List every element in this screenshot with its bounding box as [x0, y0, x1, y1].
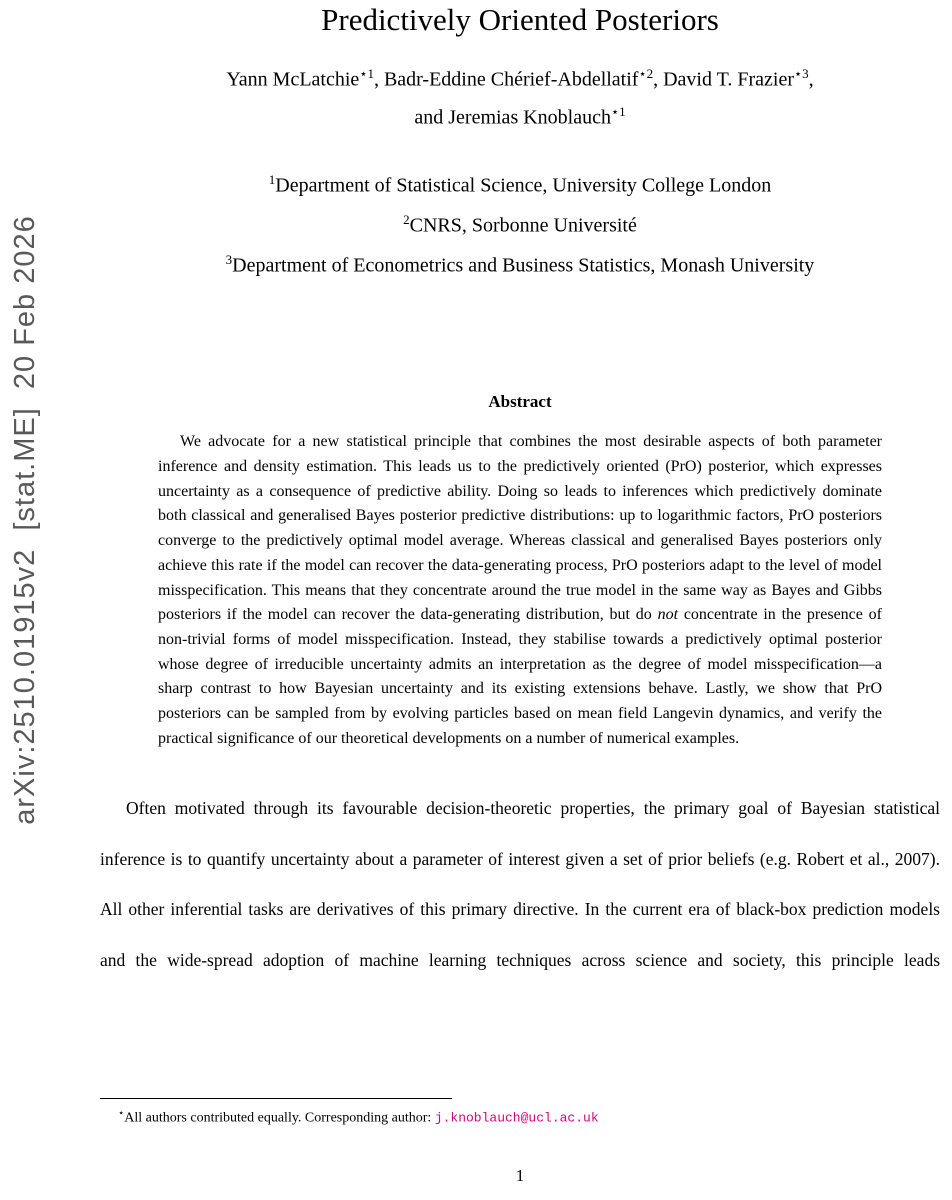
affiliation-text: Department of Econometrics and Business Statistics, Monash University	[232, 254, 815, 277]
author-conjunction: and	[414, 106, 449, 129]
abstract-italic-word: not	[657, 606, 679, 624]
author-name: Badr-Eddine Chérief-Abdellatif	[383, 68, 639, 91]
author-name: David T. Frazier	[663, 68, 794, 91]
author-separator: ,	[653, 68, 664, 91]
abstract-part1: We advocate for a new statistical principle that combines the most desirable aspects of both parameter inference and density estimation. This leads us to the predictively oriented (PrO) posterior, which expresses uncertainty as a consequence of predictive ability. Doing so leads to inferences which predictively dominate both classical and generalised Bayes posterior predictive distributions: up to logarithmic factors, PrO posteriors converge to the predictively optimal model average. Whereas classical and generalised Bayes posteriors only achieve this rate if the model can recover the data-generating process, PrO posteriors adapt to the level of model misspecification. This means that they concentrate around the true model in the same way as Bayes and Gibbs posteriors if the model can recover the data-generating distribution, but do	[158, 433, 882, 624]
footnote-text	[100, 1104, 940, 1129]
abstract-text	[158, 430, 882, 751]
page-content	[100, 0, 940, 985]
page-title: Predictively Oriented Posteriors	[321, 2, 719, 37]
affiliation-text: Department of Statistical Science, University College London	[275, 174, 772, 197]
affiliation-text: CNRS, Sorbonne Université	[409, 214, 637, 237]
affiliation-superscript: 1	[268, 172, 276, 188]
author-superscript: ⋆1	[359, 66, 374, 81]
affiliation-line	[100, 243, 940, 283]
affiliation-superscript: 3	[225, 251, 233, 267]
author-superscript: ⋆1	[610, 103, 626, 119]
footnote-star: ⋆	[118, 1108, 125, 1119]
author-list	[100, 58, 940, 133]
author-name: Yann McLatchie	[226, 68, 360, 91]
author-name: Jeremias Knoblauch	[448, 106, 611, 129]
email-link[interactable]: j.knoblauch@ucl.ac.uk	[434, 1110, 599, 1126]
body-paragraph: Often motivated through its favourable decision-theoretic properties, the primary goal of Bayesian statistical inference is to quantify uncertainty about a parameter of interest given a set of prior beliefs (e.g. Robert et al., 2007). All other inferential tasks are derivatives of this primary directive. In the current era of black-box prediction models and the wide-spread adoption of machine learning techniques across science and society, this principle leads	[100, 798, 940, 970]
author-superscript: ⋆2	[638, 66, 654, 81]
abstract-part2: concentrate in the presence of non-trivial forms of model misspecification. Instead, they stabilise towards a predictively optimal posterior whose degree of irreducible uncertainty admits an interpretation as the degree of model misspecification—a sharp contrast to how Bayesian uncertainty and its existing extensions behave. Lastly, we show that PrO posteriors can be sampled from by evolving particles based on mean field Langevin dynamics, and verify the practical significance of our theoretical developments on a number of numerical examples.	[158, 606, 882, 747]
page-number: 1	[515, 1166, 525, 1185]
affiliation-line	[100, 203, 940, 243]
abstract-heading: Abstract	[488, 392, 552, 412]
affiliation-list	[100, 163, 940, 282]
arxiv-watermark: arXiv:2510.01915v2 [stat.ME] 20 Feb 2026	[9, 215, 41, 825]
author-superscript: ⋆3	[794, 66, 809, 81]
affiliation-line	[100, 163, 940, 203]
footnote-rule	[100, 1098, 452, 1099]
affiliation-superscript: 2	[403, 211, 410, 227]
footnote-label: All authors contributed equally. Corresponding author:	[124, 1110, 435, 1126]
author-separator: ,	[808, 68, 814, 91]
author-separator: ,	[373, 68, 384, 91]
footnote	[100, 1098, 940, 1129]
